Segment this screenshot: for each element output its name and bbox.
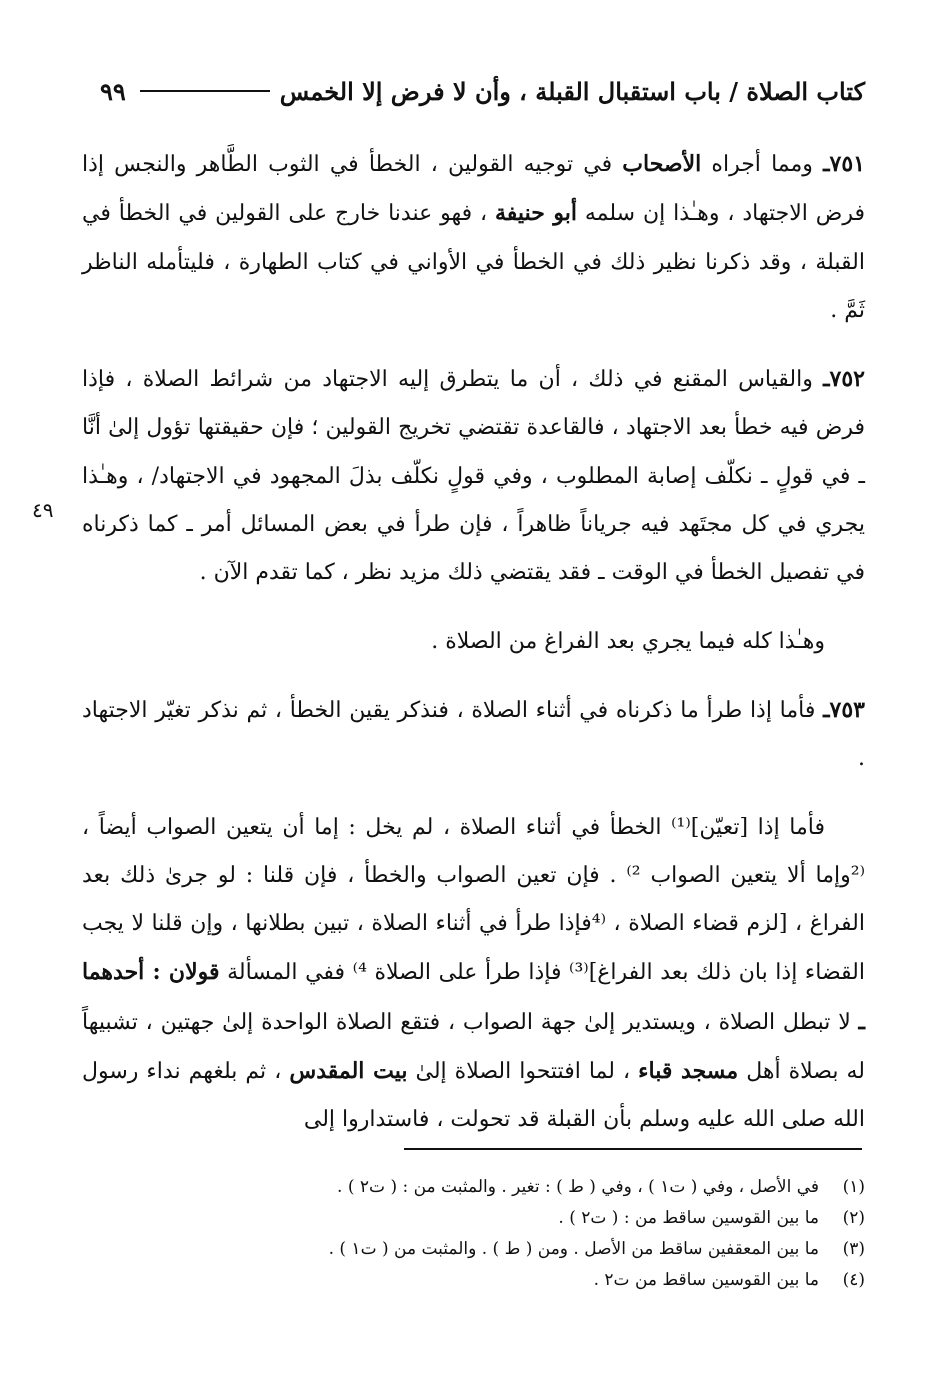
paragraph-number: ٧٥٢ـ	[823, 366, 865, 393]
page-number: ٩٩	[100, 76, 126, 106]
text-segment: في توجيه القولين ، الخطأ في الثوب الطَّاهر والنجس إذا فرض الاجتهاد ، وهـٰذا إن سلمه	[82, 152, 866, 227]
footnote-text: في الأصل ، وفي ( ت١ ) ، وفي ( ط ) : تغير . والمثبت من : ( ت٢ ) .	[337, 1177, 819, 1197]
footnote-text: ما بين القوسين ساقط من : ( ت٢ ) .	[558, 1208, 819, 1228]
paragraph-summary	[82, 618, 865, 666]
footnote-text: ما بين المعقفين ساقط من الأصل . ومن ( ط ) . والمثبت من ( ت١ ) .	[328, 1239, 819, 1259]
text-segment: فأما إذا [تعيّن]⁽¹⁾ الخطأ في أثناء الصلاة ، لم يخل : إما أن يتعين الصواب أيضاً ، ⁽²وإما ألا يتعين الصواب ²⁾ . فإن تعين الصواب والخطأ ، فإن قلنا : لو جرىٰ ذلك بعد الفراغ ، [لزم قضاء الصلاة ، ⁽⁴فإذا طرأ في أثناء الصلاة ، تبين بطلانها ، وإن قلنا لا يجب القضاء إذا بان ذلك بعد الفراغ]⁽³⁾ فإذا طرأ على الصلاة ⁴⁾ ففي المسألة	[82, 814, 865, 986]
bold-term: أبو حنيفة	[495, 200, 577, 227]
footnote-text: ما بين القوسين ساقط من ت٢ .	[593, 1270, 819, 1290]
paragraph-752	[82, 355, 865, 597]
body-text	[82, 140, 865, 1165]
text-segment: وهـٰذا كله فيما يجري بعد الفراغ من الصلاة .	[431, 628, 825, 654]
text-segment: ، فهو عندنا خارج على القولين في الخطأ في القبلة ، وقد ذكرنا نظير ذلك في الخطأ في الأواني في كتاب الطهارة ، فليتأمله الناظر ثَمَّ .	[82, 201, 865, 323]
text-segment: ، لما افتتحوا الصلاة إلىٰ	[407, 1059, 639, 1085]
footnote	[200, 1203, 865, 1234]
text-segment: والقياس المقنع في ذلك ، أن ما يتطرق إليه الاجتهاد من شرائط الصلاة ، فإذا فرض فيه خطأ بعد الاجتهاد ، فالقاعدة تقتضي تخريج القولين ؛ فإن حقيقتها تؤول إلىٰ أنَّا ـ في قولٍ ـ نكلّف إصابة المطلوب ، وفي قولٍ نكلّف بذلَ المجهود في الاجتهاد/ ، وهـٰذا يجري في كل مجتَهد فيه جرياناً ظاهراً ، فإن طرأ في بعض المسائل أمر ـ كما ذكرناه في تفصيل الخطأ في الوقت ـ فقد يقتضي ذلك مزيد نظر ، كما تقدم الآن .	[82, 367, 865, 586]
bold-term: بيت المقدس	[289, 1058, 408, 1085]
margin-folio-note: ٤٩	[32, 498, 54, 522]
footnote-number: (١)	[842, 1177, 865, 1197]
text-segment: ومما أجراه	[701, 152, 824, 177]
footnote-separator	[404, 1148, 862, 1150]
running-head-title: كتاب الصلاة / باب استقبال القبلة ، وأن لا فرض إلا الخمس	[279, 76, 865, 106]
paragraph-753	[82, 686, 865, 784]
footnotes	[200, 1172, 865, 1296]
footnote	[200, 1172, 865, 1203]
text-segment: ، ثم بلغهم نداء رسول الله صلى الله عليه وسلم بأن القبلة قد تحولت ، فاستداروا إلى	[82, 1059, 865, 1133]
running-head-rule	[140, 90, 270, 92]
text-segment: فأما إذا طرأ ما ذكرناه في أثناء الصلاة ، فنذكر يقين الخطأ ، ثم نذكر تغيّر الاجتهاد .	[82, 697, 865, 772]
footnote	[200, 1265, 865, 1296]
bold-term: مسجد قباء	[638, 1058, 739, 1085]
footnote-number: (٣)	[842, 1239, 865, 1259]
text-segment: لا تبطل الصلاة ، ويستدير إلىٰ جهة الصواب ، فتقع الصلاة الواحدة إلىٰ جهتين ، تشبيهاً له بصلاة أهل	[82, 1009, 866, 1085]
paragraph-number: ٧٥٣ـ	[823, 696, 865, 723]
footnote	[200, 1234, 865, 1265]
paragraph-number: ٧٥١ـ	[823, 151, 865, 177]
paragraph-751	[82, 140, 865, 335]
footnote-number: (٤)	[842, 1270, 865, 1290]
running-head	[100, 70, 865, 112]
bold-term: قولان : أحدهما ـ	[82, 959, 865, 1035]
bold-term: الأصحاب	[622, 151, 702, 177]
paragraph-detail	[82, 804, 865, 1145]
footnote-number: (٢)	[842, 1208, 865, 1228]
